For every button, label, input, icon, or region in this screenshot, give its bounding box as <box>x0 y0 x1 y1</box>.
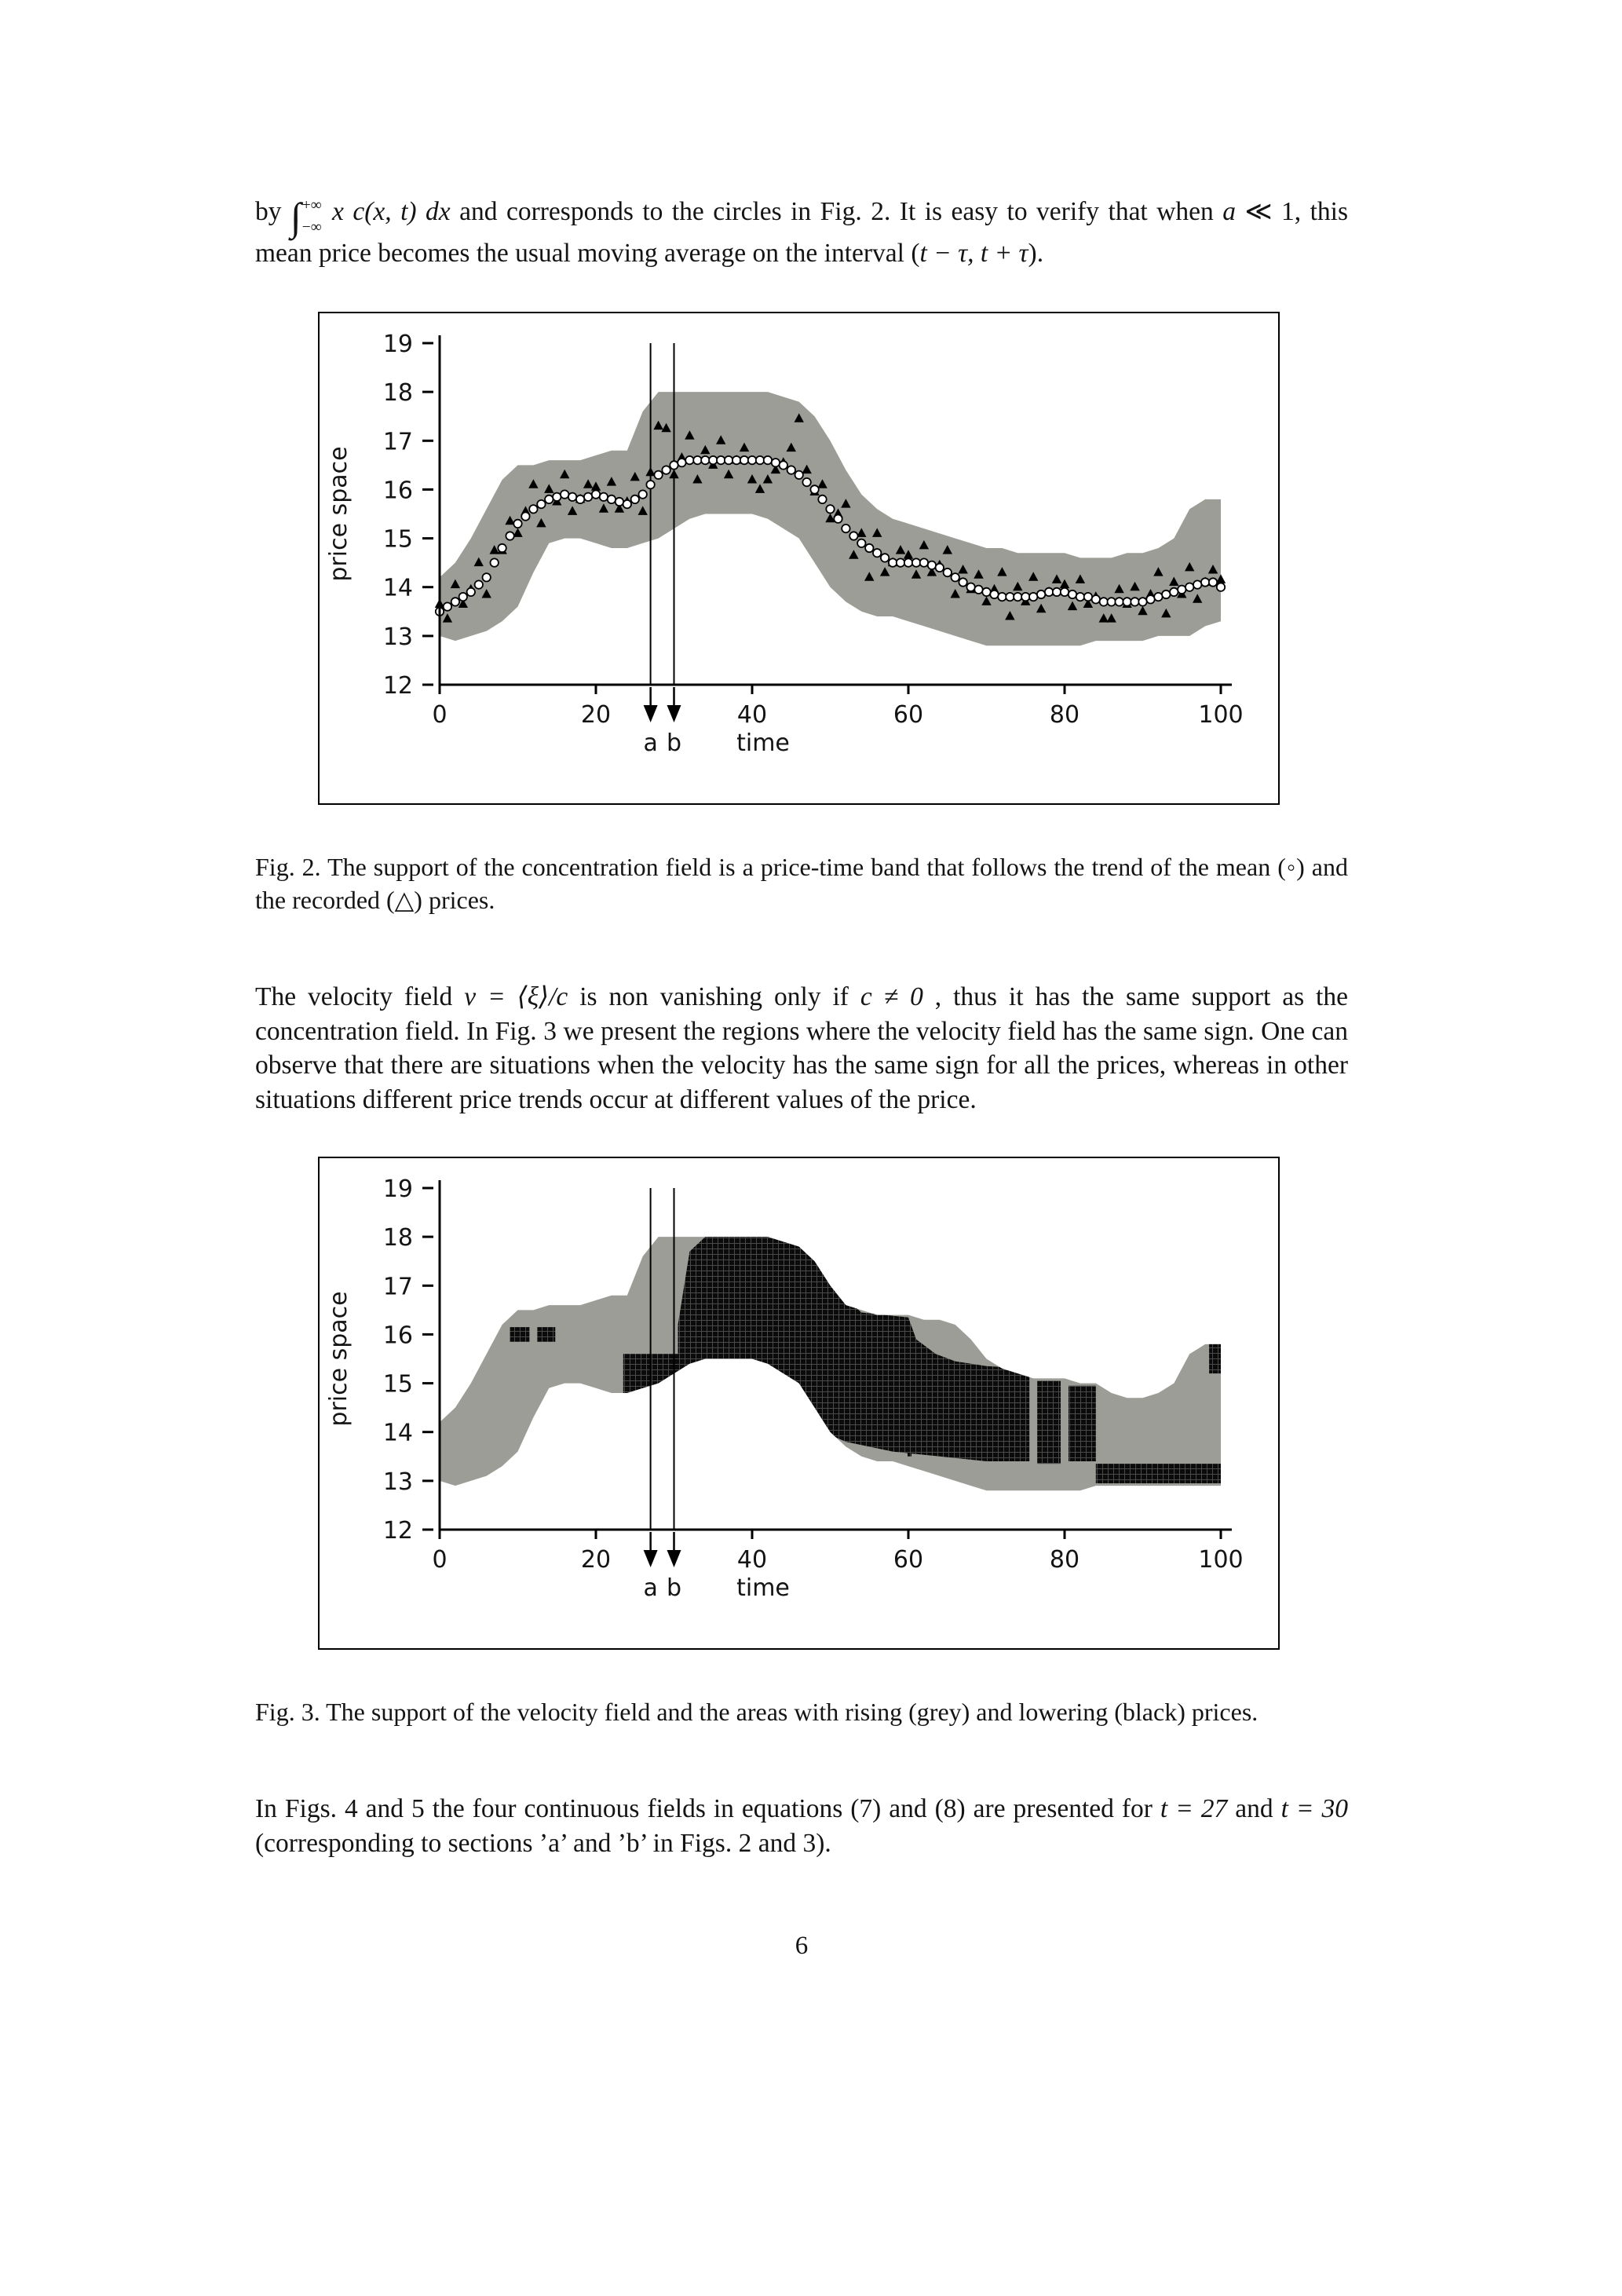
x-tick-label: 60 <box>893 1546 924 1574</box>
y-tick-label: 16 <box>382 1322 413 1350</box>
p3-math-t30: t = 30 <box>1280 1793 1348 1823</box>
x-tick-label: 60 <box>893 700 924 729</box>
x-axis-label: time <box>736 1574 790 1603</box>
p2-math-c: c ≠ 0 <box>860 982 923 1011</box>
p1-var-a: a <box>1222 197 1236 226</box>
section-arrow-head-b <box>667 705 681 722</box>
fig3-chart <box>320 1158 1278 1648</box>
p3-pre: In Figs. 4 and 5 the four continuous fields in equations (7) and (8) are presented for <box>255 1793 1160 1823</box>
section-arrow-head-b <box>667 1550 681 1567</box>
y-tick-label: 19 <box>382 330 413 358</box>
y-tick-label: 18 <box>382 378 413 407</box>
fig2-chart <box>320 313 1278 803</box>
integral-sign: ∫ <box>290 194 301 239</box>
x-tick-label: 0 <box>432 1546 448 1574</box>
x-tick-label: 100 <box>1198 1546 1244 1574</box>
y-tick-label: 15 <box>382 1370 413 1398</box>
integral-limits <box>302 198 322 236</box>
p3-math-t27: t = 27 <box>1160 1793 1228 1823</box>
p1-end: ). <box>1028 238 1044 268</box>
p1-mid: and corresponds to the circles in Fig. 2. It is easy to verify that when <box>450 197 1223 226</box>
paragraph-2 <box>255 980 1348 1118</box>
p1-pre: by <box>255 197 290 226</box>
x-tick-label: 0 <box>432 700 448 729</box>
x-tick-label: 20 <box>580 700 612 729</box>
section-label-b: b <box>666 729 682 757</box>
paragraph-3 <box>255 1792 1348 1861</box>
figure-2-caption: Fig. 2. The support of the concentration field is a price-time band that follows the trend of the mean (◦) and the recorded (△) prices. <box>255 852 1348 915</box>
x-tick-label: 40 <box>736 1546 768 1574</box>
y-axis-label: price space <box>325 446 353 582</box>
page-content <box>255 195 1348 1961</box>
p2-math-velocity: v = ⟨ξ⟩/c <box>464 982 568 1011</box>
integral-lower-limit: −∞ <box>301 219 322 236</box>
x-tick-label: 80 <box>1049 700 1080 729</box>
y-tick-label: 16 <box>382 477 413 505</box>
y-tick-label: 17 <box>382 1273 413 1301</box>
integral-upper-limit: +∞ <box>301 196 322 214</box>
y-tick-label: 13 <box>382 623 413 651</box>
p1-mid2: ≪ 1, this mean price becomes the usual moving average on the interval ( <box>255 197 1349 268</box>
x-axis-label: time <box>736 729 790 757</box>
y-tick-label: 12 <box>382 671 413 700</box>
y-tick-label: 17 <box>382 427 413 455</box>
p2-mid1: is non vanishing only if <box>568 982 860 1011</box>
section-arrow-head-a <box>644 1550 658 1567</box>
figure-3-frame <box>318 1157 1280 1650</box>
section-label-a: a <box>643 729 658 757</box>
x-tick-label: 20 <box>580 1546 612 1574</box>
p1-math-interval: t − τ, t + τ <box>919 238 1028 268</box>
p3-mid: and <box>1227 1793 1281 1823</box>
section-label-b: b <box>666 1574 682 1603</box>
integral-symbol <box>290 194 323 239</box>
y-tick-label: 19 <box>382 1175 413 1204</box>
figure-2-frame <box>318 312 1280 805</box>
x-tick-label: 80 <box>1049 1546 1080 1574</box>
p2-pre: The velocity field <box>255 982 465 1011</box>
y-axis-label: price space <box>325 1291 353 1427</box>
section-arrow-head-a <box>644 705 658 722</box>
y-tick-label: 14 <box>382 1419 413 1447</box>
y-tick-label: 13 <box>382 1468 413 1497</box>
x-tick-label: 100 <box>1198 700 1244 729</box>
p2-rest: , thus it has the same support as the concentration field. In Fig. 3 we present the regions where the velocity field has the same sign. One can observe that there are situations when the velocity has the same sign for all the prices, whereas in other situations different price trends occur at different values of the price. <box>255 982 1348 1115</box>
section-label-a: a <box>643 1574 658 1603</box>
y-tick-label: 18 <box>382 1224 413 1252</box>
p1-math-integrand: x c(x, t) dx <box>323 197 451 226</box>
y-tick-label: 12 <box>382 1517 413 1545</box>
figure-3-caption: Fig. 3. The support of the velocity field and the areas with rising (grey) and lowering (black) prices. <box>255 1698 1259 1727</box>
p3-end: (corresponding to sections ’a’ and ’b’ in Figs. 2 and 3). <box>255 1828 831 1858</box>
page-number: 6 <box>795 1931 809 1960</box>
y-tick-label: 14 <box>382 574 413 602</box>
x-tick-label: 40 <box>736 700 768 729</box>
paragraph-1 <box>255 195 1348 271</box>
y-tick-label: 15 <box>382 525 413 554</box>
